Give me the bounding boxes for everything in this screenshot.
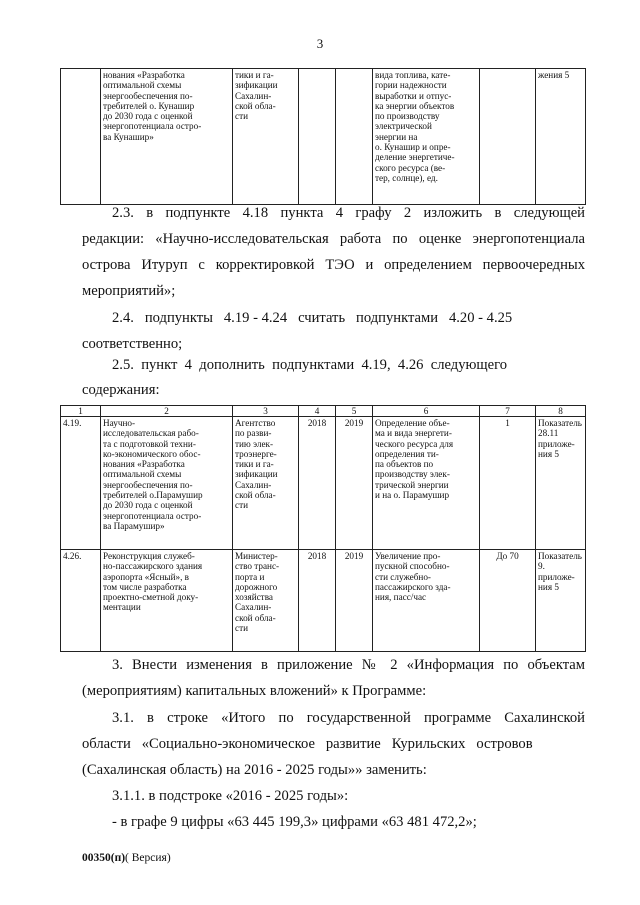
table-cell xyxy=(336,69,373,205)
column-header: 6 xyxy=(373,406,480,417)
paragraph-2-3-line: острова Итуруп с корректировкой ТЭО и определением первоочередных xyxy=(82,257,585,273)
item-start-year: 2018 xyxy=(299,417,336,550)
column-header: 5 xyxy=(336,406,373,417)
column-header: 2 xyxy=(101,406,233,417)
item-result: Определение объе- ма и вида энергети- ческого ресурса для определения ти- па объектов по производству элек- трической энергии и на о. Парамушир xyxy=(373,417,480,550)
column-header: 4 xyxy=(299,406,336,417)
paragraph-2-4-line: 2.4. подпункты 4.19 - 4.24 считать подпунктами 4.20 - 4.25 xyxy=(112,310,513,326)
paragraph-3-1-line: области «Социально-экономическое развитие Курильских островов xyxy=(82,736,533,752)
table-cell: тики и га- зификации Сахалин- ской обла- сти xyxy=(233,69,299,205)
item-result: Увеличение про- пускной способно- сти служебно- пассажирского зда- ния, пасс/час xyxy=(373,550,480,652)
version-label: ( Версия) xyxy=(125,852,171,864)
table-cell xyxy=(480,69,536,205)
paragraph-2-5-line: 2.5. пункт 4 дополнить подпунктами 4.19, 4.26 следующего xyxy=(112,357,508,373)
paragraph-3-line: 3. Внести изменения в приложение № 2 «Информация по объектам xyxy=(112,657,585,673)
item-number: 4.19. xyxy=(61,417,101,550)
item-end-year: 2019 xyxy=(336,417,373,550)
page-number: 3 xyxy=(316,36,324,51)
document-code: 00350(п) xyxy=(82,852,126,864)
table-cell: жения 5 xyxy=(536,69,586,205)
paragraph-3-1-1: 3.1.1. в подстроке «2016 - 2025 годы»: xyxy=(112,788,349,804)
table-cell: нования «Разработка оптимальной схемы энергообеспечения по- требителей о. Кунашир до 2030 года с оценкой энергопотенциала остро- ва Кунашир» xyxy=(101,69,233,205)
item-name: Реконструкция служеб- но-пассажирского здания аэропорта «Ясный», в том числе разработка проектно-сметной доку- ментации xyxy=(101,550,233,652)
item-value: До 70 xyxy=(480,550,536,652)
table-row xyxy=(61,417,586,550)
paragraph-3-1-line: 3.1. в строке «Итого по государственной программе Сахалинской xyxy=(112,710,585,726)
item-indicator: Показатель 9. приложе- ния 5 xyxy=(536,550,586,652)
paragraph-2-3-line: мероприятий»; xyxy=(82,283,176,299)
table-row xyxy=(61,550,586,652)
table-header-row xyxy=(61,406,586,417)
item-executor: Агентство по разви- тию элек- троэнерге- тики и га- зификации Сахалин- ской обла- сти xyxy=(233,417,299,550)
table-cell xyxy=(61,69,101,205)
paragraph-2-3-line: 2.3. в подпункте 4.18 пункта 4 графу 2 изложить в следующей xyxy=(112,205,585,221)
paragraph-2-4-line: соответственно; xyxy=(82,336,183,352)
item-executor: Министер- ство транс- порта и дорожного хозяйства Сахалин- ской обла- сти xyxy=(233,550,299,652)
table-cell: вида топлива, кате- гории надежности выработки и отпус- ка энергии объектов по производству электрической энергии на о. Кунашир и опре- деление энергетиче- ского ресурса (ве- тер, солнце), ед. xyxy=(373,69,480,205)
column-header: 7 xyxy=(480,406,536,417)
item-value: 1 xyxy=(480,417,536,550)
paragraph-3-line: (мероприятиям) капитальных вложений» к Программе: xyxy=(82,683,427,699)
table-row xyxy=(61,69,586,205)
table-cell xyxy=(299,69,336,205)
column-header: 8 xyxy=(536,406,586,417)
item-name: Научно- исследовательская рабо- та с подготовкой техни- ко-экономического обос- нования «Разработка оптимальной схемы энергообеспечения по- требителей о.Парамушир до 2030 года с оценкой энергопотенциала остро- ва Парамушир» xyxy=(101,417,233,550)
continued-table xyxy=(60,68,586,205)
paragraph-2-3-line: редакции: «Научно-исследовательская работа по оценке энергопотенциала xyxy=(82,231,585,247)
added-items-table xyxy=(60,405,586,652)
paragraph-graph-9: - в графе 9 цифры «63 445 199,3» цифрами «63 481 472,2»; xyxy=(112,814,477,830)
column-header: 1 xyxy=(61,406,101,417)
item-number: 4.26. xyxy=(61,550,101,652)
item-start-year: 2018 xyxy=(299,550,336,652)
item-end-year: 2019 xyxy=(336,550,373,652)
paragraph-2-5-line: содержания: xyxy=(82,382,160,398)
column-header: 3 xyxy=(233,406,299,417)
paragraph-3-1-line: (Сахалинская область) на 2016 - 2025 годы»» заменить: xyxy=(82,762,427,778)
item-indicator: Показатель 28.11 приложе- ния 5 xyxy=(536,417,586,550)
document-footer xyxy=(82,852,171,864)
